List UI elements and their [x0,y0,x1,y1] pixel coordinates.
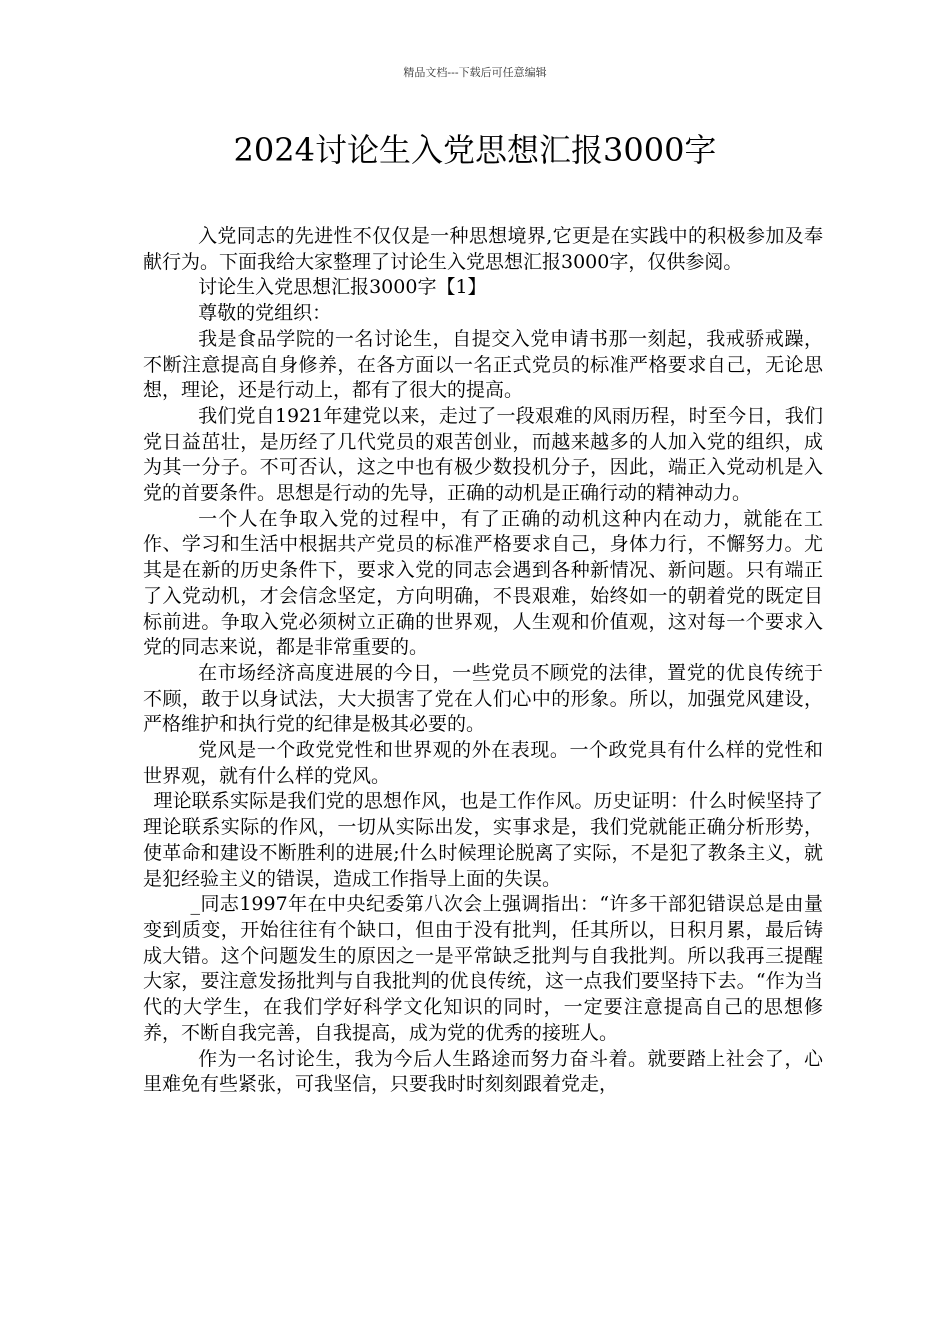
section-heading: 讨论生入党思想汇报3000字【1】 [198,276,487,299]
document-title: 2024讨论生入党思想汇报3000字 [233,131,717,169]
salutation: 尊敬的党组织： [198,302,332,325]
paragraph-self-introduction: 我是食品学院的一名讨论生，自提交入党申请书那一刻起，我戒骄戒躁，不断注意提高自身修养，在各方面以一名正式党员的标准严格要求自己，无论思想，理论，还是行动上，都有了很大的提高。 [143,327,823,402]
page-header-caption: 精品文档---下载后可任意编辑 [403,66,547,79]
paragraph-theory-practice: 理论联系实际是我们党的思想作风，也是工作作风。历史证明：什么时候坚持了理论联系实际的作风，一切从实际出发，实事求是，我们党就能正确分析形势，使革命和建设不断胜利的进展;什么时候理论脱离了实际，不是犯了教条主义，就是犯经验主义的错误，造成工作指导上面的失误。 [143,790,823,890]
paragraph-motivation: 一个人在争取入党的过程中，有了正确的动机这种内在动力，就能在工作、学习和生活中根据共产党员的标准严格要求自己，身体力行，不懈努力。尤其是在新的历史条件下，要求入党的同志会遇到各种新情况、新问题。只有端正了入党动机，才会信念坚定，方向明确，不畏艰难，始终如一的朝着党的既定目标前进。争取入党必须树立正确的世界观，人生观和价值观，这对每一个要求入党的同志来说，都是非常重要的。 [143,507,823,659]
paragraph-market-economy: 在市场经济高度进展的今日，一些党员不顾党的法律，置党的优良传统于不顾，敢于以身试法，大大损害了党在人们心中的形象。所以，加强党风建设，严格维护和执行党的纪律是极其必要的。 [143,661,823,736]
paragraph-party-history: 我们党自1921年建党以来，走过了一段艰难的风雨历程，时至今日，我们党日益茁壮，是历经了几代党员的艰苦创业，而越来越多的人加入党的组织，成为其一分子。不可否认，这之中也有极少数投机分子，因此，端正入党动机是入党的首要条件。思想是行动的先导，正确的动机是正确行动的精神动力。 [143,404,823,505]
paragraph-closing: 作为一名讨论生，我为今后人生路途而努力奋斗着。就要踏上社会了，心里难免有些紧张，可我坚信，只要我时时刻刻跟着党走， [143,1047,823,1096]
paragraph-intro: 入党同志的先进性不仅仅是一种思想境界,它更是在实践中的积极参加及奉献行为。下面我给大家整理了讨论生入党思想汇报3000字，仅供参阅。 [143,225,823,273]
paragraph-party-style: 党风是一个政党党性和世界观的外在表现。一个政党具有什么样的党性和世界观，就有什么样的党风。 [143,739,823,787]
document-body [143,224,823,1098]
paragraph-quote: _同志1997年在中央纪委第八次会上强调指出：“许多干部犯错误总是由量变到质变，开始往往有个缺口，但由于没有批判，任其所以，日积月累，最后铸成大错。这个问题发生的原因之一是平常缺乏批判与自我批判。所以我再三提醒大家，要注意发扬批判与自我批判的优良传统，这一点我们要坚持下去。“作为当代的大学生，在我们学好科学文化知识的同时，一定要注意提高自己的思想修养，不断自我完善，自我提高，成为党的优秀的接班人。 [143,893,823,1044]
